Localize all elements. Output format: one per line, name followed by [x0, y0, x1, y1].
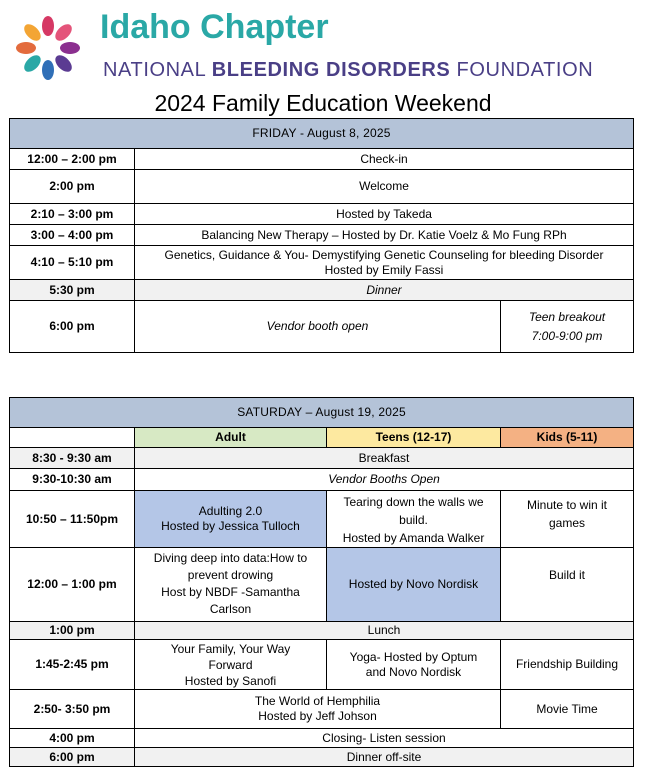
foundation-bold-words: BLEEDING DISORDERS [211, 59, 451, 81]
column-header-adult: Adult [135, 428, 327, 448]
session-line: Yoga- Hosted by Optum [349, 649, 478, 664]
time-cell: 2:00 pm [10, 170, 135, 204]
time-cell: 2:50- 3:50 pm [10, 690, 135, 729]
time-cell: 12:00 – 2:00 pm [10, 149, 135, 170]
time-cell: 12:00 – 1:00 pm [10, 548, 135, 622]
event-cell: Check-in [135, 149, 634, 170]
session-line: Forward [208, 657, 253, 672]
saturday-title: SATURDAY – August 19, 2025 [10, 398, 634, 428]
event-cell: Breakfast [135, 448, 634, 469]
session-line: Adulting 2.0 [198, 504, 263, 518]
table-row [10, 246, 634, 280]
side-event-line: 7:00-9:00 pm [531, 328, 603, 343]
session-line: Carlson [209, 602, 252, 616]
time-cell: 1:00 pm [10, 622, 135, 640]
table-row [10, 170, 634, 204]
event-cell: Dinner [135, 280, 634, 301]
table-row [10, 491, 634, 548]
time-cell: 4:00 pm [10, 729, 135, 748]
event-cell: Vendor booth open [135, 301, 501, 353]
time-cell: 9:30-10:30 am [10, 469, 135, 491]
time-cell: 10:50 – 11:50pm [10, 491, 135, 548]
session-line: Your Family, Your Way [170, 641, 291, 656]
teens-session-cell [327, 640, 501, 690]
column-header-kids: Kids (5-11) [501, 428, 634, 448]
table-row [10, 640, 634, 690]
adult-session-cell [135, 640, 327, 690]
table-row [10, 748, 634, 767]
event-title: 2024 Family Education Weekend [154, 90, 492, 116]
event-cell: Welcome [135, 170, 634, 204]
session-line: Diving deep into data:How to [153, 551, 308, 565]
friday-header-row [10, 119, 634, 149]
page-header [0, 0, 646, 116]
table-row [10, 225, 634, 246]
session-line: Hosted by Jessica Tulloch [161, 519, 300, 533]
session-line: Host by NBDF -Samantha [161, 585, 300, 599]
friday-title: FRIDAY - August 8, 2025 [10, 119, 634, 149]
time-cell: 6:00 pm [10, 301, 135, 353]
event-cell [135, 246, 634, 280]
session-line: Hosted by Amanda Walker [342, 531, 485, 545]
side-event-cell [501, 301, 634, 353]
friday-schedule-table [9, 118, 634, 353]
event-cell: Lunch [135, 622, 634, 640]
chapter-name: Idaho Chapter [100, 8, 329, 46]
session-line: prevent drowing [187, 568, 274, 582]
kids-session-cell: Movie Time [501, 690, 634, 729]
time-cell: 8:30 - 9:30 am [10, 448, 135, 469]
session-line: Tearing down the walls we [343, 495, 484, 509]
empty-cell [10, 428, 135, 448]
table-row [10, 729, 634, 748]
session-line: The World of Hemphilia [254, 694, 381, 708]
kids-session-cell: Build it [501, 548, 634, 622]
column-header-teens: Teens (12-17) [327, 428, 501, 448]
event-line: Hosted by Emily Fassi [324, 262, 444, 277]
table-row [10, 149, 634, 170]
side-event-line: Teen breakout [528, 309, 606, 324]
kids-session-cell: Friendship Building [501, 640, 634, 690]
time-cell: 4:10 – 5:10 pm [10, 246, 135, 280]
event-cell: Balancing New Therapy – Hosted by Dr. Katie Voelz & Mo Fung RPh [135, 225, 634, 246]
event-cell: Closing- Listen session [135, 729, 634, 748]
column-header-row [10, 428, 634, 448]
table-row [10, 280, 634, 301]
foundation-word-2: FOUNDATION [456, 59, 594, 81]
table-row [10, 448, 634, 469]
adult-session-cell [135, 491, 327, 548]
time-cell: 1:45-2:45 pm [10, 640, 135, 690]
session-line: games [548, 516, 586, 530]
time-cell: 6:00 pm [10, 748, 135, 767]
flower-logo-icon [8, 8, 88, 88]
table-row [10, 469, 634, 491]
event-cell: Hosted by Takeda [135, 204, 634, 225]
time-cell: 2:10 – 3:00 pm [10, 204, 135, 225]
session-line: build. [399, 513, 428, 527]
table-row [10, 301, 634, 353]
session-line: Minute to win it [526, 498, 608, 512]
session-line: and Novo Nordisk [365, 664, 462, 679]
saturday-schedule-table [9, 397, 634, 767]
table-row [10, 622, 634, 640]
table-row [10, 204, 634, 225]
table-row [10, 690, 634, 729]
saturday-header-row [10, 398, 634, 428]
session-line: Hosted by Jeff Johson [258, 709, 377, 723]
event-cell: Dinner off-site [135, 748, 634, 767]
time-cell: 3:00 – 4:00 pm [10, 225, 135, 246]
adult-session-cell [135, 548, 327, 622]
teens-session-cell [327, 491, 501, 548]
session-line: Hosted by Sanofi [184, 673, 277, 688]
event-cell: Vendor Booths Open [135, 469, 634, 491]
foundation-word-1: NATIONAL [103, 59, 206, 81]
kids-session-cell [501, 491, 634, 548]
teens-session-cell: Hosted by Novo Nordisk [327, 548, 501, 622]
shared-session-cell [135, 690, 501, 729]
table-row [10, 548, 634, 622]
foundation-name [103, 59, 593, 82]
time-cell: 5:30 pm [10, 280, 135, 301]
event-line: Genetics, Guidance & You- Demystifying Genetic Counseling for bleeding Disorder [164, 247, 604, 262]
